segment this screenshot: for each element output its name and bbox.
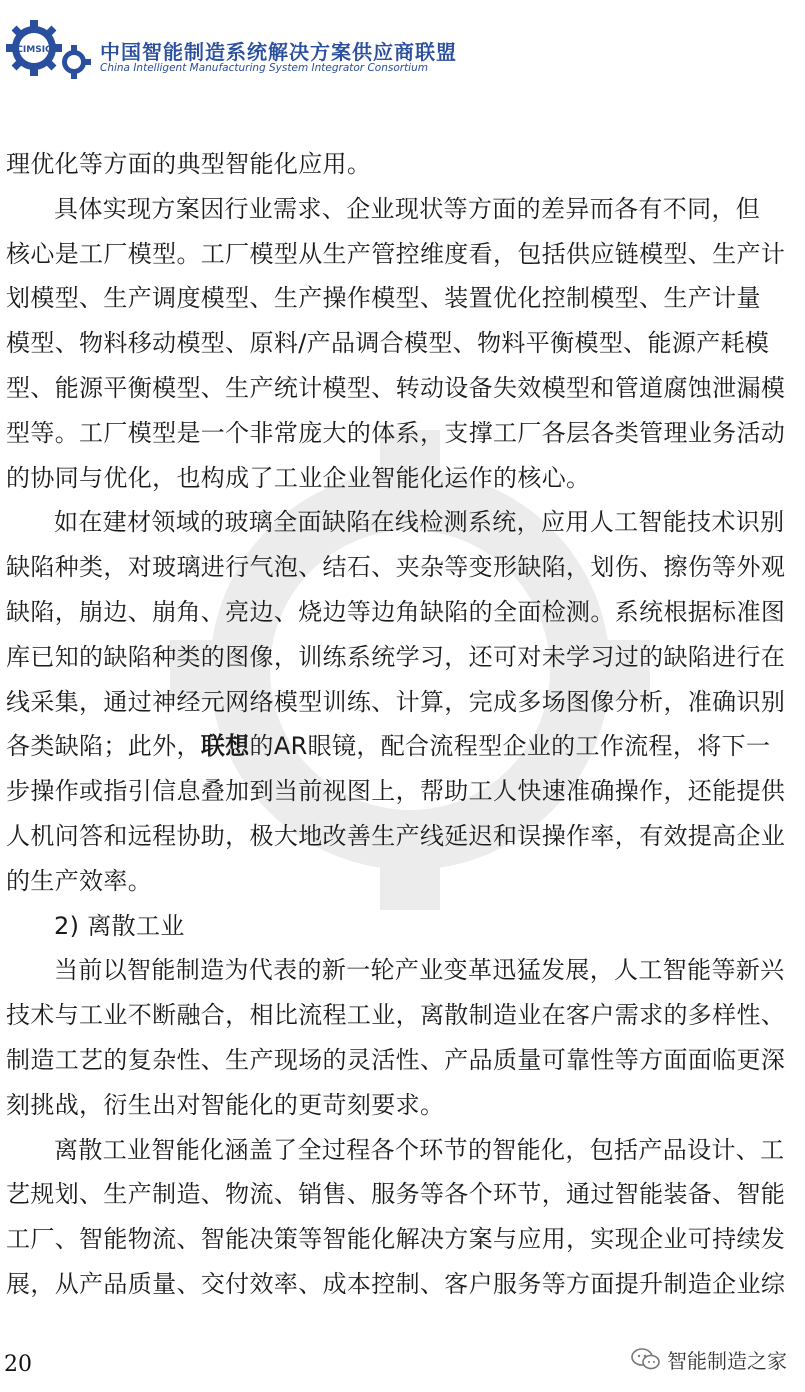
org-name-en: China Intelligent Manufacturing System Integrator Consortium	[100, 62, 428, 74]
text-line: 型、能源平衡模型、生产统计模型、转动设备失效模型和管道腐蚀泄漏模	[6, 373, 786, 402]
text-line: 划模型、生产调度模型、生产操作模型、装置优化控制模型、生产计量	[6, 284, 761, 313]
footer-brand	[631, 1344, 787, 1374]
text-line: 库已知的缺陷种类的图像，训练系统学习，还可对未学习过的缺陷进行在	[6, 642, 786, 671]
text-line: 步操作或指引信息叠加到当前视图上，帮助工人快速准确操作，还能提供	[6, 777, 786, 806]
text-line: 当前以智能制造为代表的新一轮产业变革迅猛发展，人工智能等新兴	[54, 956, 785, 985]
text-line: 2) 离散工业	[54, 911, 185, 940]
page-number: 20	[4, 1352, 32, 1377]
text-line: 缺陷，崩边、崩角、亮边、烧边等边角缺陷的全面检测。系统根据标准图	[6, 597, 786, 626]
org-name-cn: 中国智能制造系统解决方案供应商联盟	[100, 40, 457, 64]
text-line: 的协同与优化，也构成了工业企业智能化运作的核心。	[6, 463, 591, 492]
text-segment: 各类缺陷；此外，	[6, 732, 201, 761]
text-line: 如在建材领域的玻璃全面缺陷在线检测系统，应用人工智能技术识别	[54, 508, 785, 537]
wechat-icon	[631, 1347, 661, 1371]
text-line: 刻挑战，衍生出对智能化的更苛刻要求。	[6, 1090, 445, 1119]
text-segment: 的AR眼镜，配合流程型企业的工作流程，将下一	[249, 732, 771, 761]
text-line: 型等。工厂模型是一个非常庞大的体系，支撑工厂各层各类管理业务活动	[6, 418, 786, 447]
text-line: 展，从产品质量、交付效率、成本控制、客户服务等方面提升制造企业综	[6, 1269, 786, 1298]
text-line: 工厂、智能物流、智能决策等智能化解决方案与应用，实现企业可持续发	[6, 1225, 786, 1254]
text-line: 艺规划、生产制造、物流、销售、服务等各个环节，通过智能装备、智能	[6, 1180, 786, 1209]
text-line: 技术与工业不断融合，相比流程工业，离散制造业在客户需求的多样性、	[6, 1001, 786, 1030]
text-line: 的生产效率。	[6, 866, 153, 895]
text-line: 制造工艺的复杂性、生产现场的灵活性、产品质量可靠性等方面面临更深	[6, 1045, 786, 1074]
bold-company-name: 联想	[200, 732, 250, 761]
brand-name: 智能制造之家	[667, 1348, 787, 1373]
text-line: 离散工业智能化涵盖了全过程各个环节的智能化，包括产品设计、工	[54, 1135, 785, 1164]
text-line: 模型、物料移动模型、原料/产品调合模型、物料平衡模型、能源产耗模	[6, 329, 770, 358]
text-line	[6, 724, 796, 769]
logo-text: CIMSIC	[16, 45, 52, 55]
text-line: 线采集，通过神经元网络模型训练、计算，完成多场图像分析，准确识别	[6, 687, 786, 716]
text-line: 人机问答和远程协助，极大地改善生产线延迟和误操作率，有效提高企业	[6, 821, 786, 850]
text-line: 理优化等方面的典型智能化应用。	[6, 150, 372, 178]
body-text	[6, 142, 796, 1307]
text-line: 具体实现方案因行业需求、企业现状等方面的差异而各有不同，但	[54, 194, 761, 223]
cimsic-gear-logo-icon	[4, 12, 92, 84]
page-header	[0, 0, 805, 96]
text-line: 核心是工厂模型。工厂模型从生产管控维度看，包括供应链模型、生产计	[6, 239, 786, 268]
text-line: 缺陷种类，对玻璃进行气泡、结石、夹杂等变形缺陷，划伤、擦伤等外观	[6, 553, 786, 582]
